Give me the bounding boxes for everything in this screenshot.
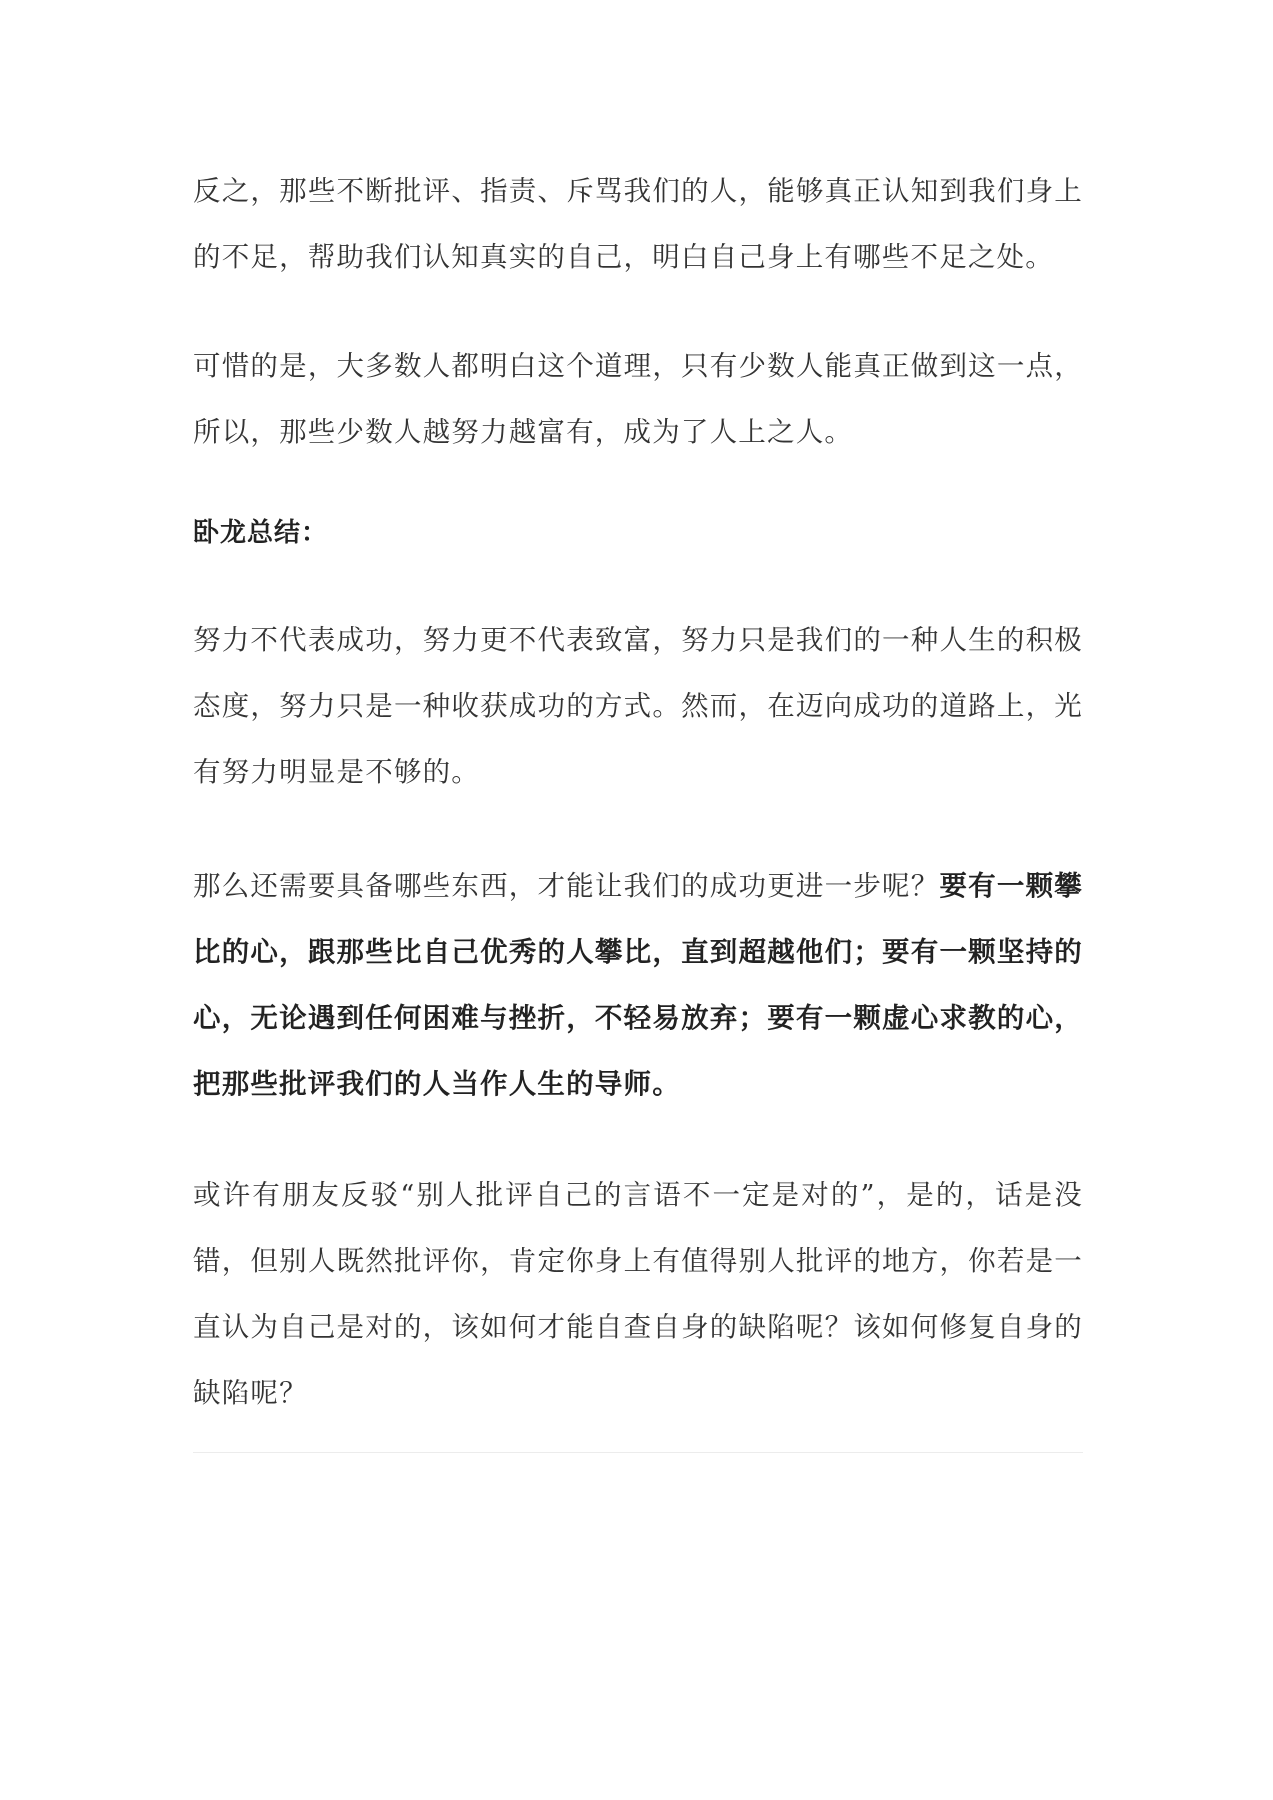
section-heading-summary: 卧龙总结： (193, 518, 329, 548)
paragraph-criticism: 反之，那些不断批评、指责、斥骂我们的人，能够真正认知到我们身上的不足，帮助我们认知真实的自己，明白自己身上有哪些不足之处。 (193, 175, 1083, 273)
article-page (193, 0, 1083, 1800)
paragraph-requirements-bold: 要有一颗攀比的心，跟那些比自己优秀的人攀比，直到超越他们；要有一颗坚持的心，无论遇到任何困难与挫折，不轻易放弃；要有一颗虚心求教的心，把那些批评我们的人当作人生的导师。 (193, 870, 1084, 1100)
divider-line (193, 1452, 1083, 1453)
paragraph-requirements-lead: 那么还需要具备哪些东西，才能让我们的成功更进一步呢？ (193, 870, 940, 902)
paragraph-rebuttal: 或许有朋友反驳“别人批评自己的言语不一定是对的”，是的，话是没错，但别人既然批评你，肯定你身上有值得别人批评的地方，你若是一直认为自己是对的，该如何才能自查自身的缺陷呢？该如何修复自身的缺陷呢？ (193, 1179, 1083, 1409)
paragraph-few-succeed: 可惜的是，大多数人都明白这个道理，只有少数人能真正做到这一点，所以，那些少数人越努力越富有，成为了人上之人。 (193, 350, 1083, 448)
paragraph-effort: 努力不代表成功，努力更不代表致富，努力只是我们的一种人生的积极态度，努力只是一种收获成功的方式。然而，在迈向成功的道路上，光有努力明显是不够的。 (193, 624, 1083, 788)
paragraph-requirements (193, 853, 1083, 1117)
